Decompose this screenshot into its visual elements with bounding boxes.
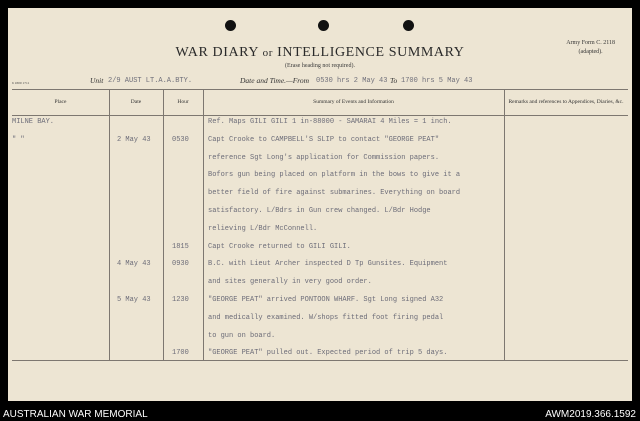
to-label: To (390, 76, 398, 85)
row-summary: Bofors gun being placed on platform in the bows to give it a (208, 171, 461, 179)
title-intelligence-summary: INTELLIGENCE SUMMARY (277, 45, 465, 60)
row-date: 2 May 43 (117, 136, 151, 144)
row-summary: B.C. with Lieut Archer inspected D Tp Gunsites. Equipment (208, 260, 448, 268)
row-hour: 1230 (172, 296, 189, 304)
form-subtitle: (Erase heading not required). (285, 63, 355, 69)
title-or: or (262, 47, 274, 59)
row-hour: 0930 (172, 260, 189, 268)
row-summary: better field of fire against submarines. Everything on board (208, 189, 461, 197)
punch-hole (318, 20, 329, 31)
army-form-label (566, 39, 615, 57)
row-place: " " (12, 136, 25, 144)
form-title (8, 45, 632, 61)
unit-label: Unit (90, 76, 104, 85)
column-divider (203, 89, 204, 360)
column-divider (504, 89, 505, 360)
to-value: 1700 hrs 5 May 43 (401, 77, 473, 85)
row-place: MILNE BAY. (12, 118, 55, 126)
punch-hole (225, 20, 236, 31)
row-summary: satisfactory. L/Bdrs in Gun crew changed. L/Bdr Hodge (208, 207, 431, 215)
row-summary: Capt Crooke to CAMPBELL'S SLIP to contact "GEORGE PEAT" (208, 136, 440, 144)
row-summary: "GEORGE PEAT" pulled out. Expected period of trip 5 days. (208, 349, 448, 357)
title-war-diary: WAR DIARY (175, 45, 259, 60)
row-hour: 1815 (172, 243, 189, 251)
column-header-summary: Summary of Events and Information (313, 98, 394, 105)
column-header-place: Place (54, 98, 67, 105)
row-summary: reference Sgt Long's application for Commission papers. (208, 154, 440, 162)
row-hour: 0530 (172, 136, 189, 144)
table-bottom-rule (12, 360, 628, 361)
header-bottom-rule (12, 115, 628, 116)
row-summary: to gun on board. (208, 332, 276, 340)
army-form-adapted: (adapted). (578, 49, 603, 55)
row-summary: Capt Crooke returned to GILI GILI. (208, 243, 351, 251)
datetime-label: Date and Time.—From (240, 76, 310, 85)
punch-hole (403, 20, 414, 31)
from-value: 0530 hrs 2 May 43 (316, 77, 388, 85)
footer-credit: AUSTRALIAN WAR MEMORIAL (3, 409, 148, 420)
footer-accession-number: AWM2019.366.1592 (545, 409, 636, 420)
column-header-date: Date (130, 98, 142, 105)
row-summary: relieving L/Bdr McConnell. (208, 225, 318, 233)
row-summary: "GEORGE PEAT" arrived PONTOON WHARF. Sgt Long signed A32 (208, 296, 444, 304)
army-form-number: Army Form C. 2118 (566, 40, 615, 46)
print-reference: 6 1800 1711 (12, 81, 30, 85)
row-summary: and medically examined. W/shops fitted foot firing pedal (208, 314, 444, 322)
column-divider (109, 89, 110, 360)
row-hour: 1700 (172, 349, 189, 357)
row-summary: Ref. Maps GILI GILI 1 in-88000 - SAMARAI 4 Miles = 1 inch. (208, 118, 452, 126)
column-divider (163, 89, 164, 360)
unit-row (8, 76, 632, 88)
unit-value: 2/9 AUST LT.A.A.BTY. (108, 77, 193, 85)
column-header-hour: Hour (177, 98, 189, 105)
row-date: 4 May 43 (117, 260, 151, 268)
diary-sheet (8, 8, 632, 401)
row-summary: and sites generally in very good order. (208, 278, 372, 286)
row-date: 5 May 43 (117, 296, 151, 304)
column-header-remarks: Remarks and references to Appendices, Diaries, &c. (508, 98, 624, 105)
